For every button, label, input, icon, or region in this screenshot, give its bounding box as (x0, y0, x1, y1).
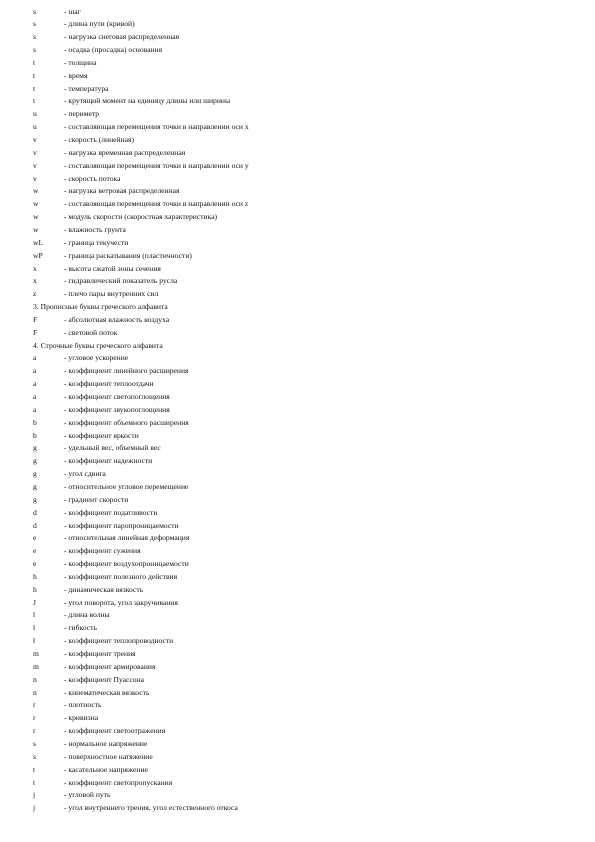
symbol: wL (33, 237, 44, 247)
symbol: b (33, 417, 37, 427)
symbol: s (33, 45, 36, 55)
symbol-row (0, 147, 595, 158)
symbol-description: - толщина (64, 57, 97, 67)
symbol-row (0, 6, 595, 17)
symbol-row (0, 597, 595, 608)
symbol-description: - коэффициент трения (64, 649, 136, 658)
symbol-row (0, 378, 595, 389)
symbol: n (33, 687, 37, 697)
symbol-description: - удельный вес, объемный вес (64, 443, 161, 453)
symbol-description: - угол сдвига (64, 469, 106, 479)
symbol-description: - коэффициент паропроницаемости (64, 520, 179, 530)
symbol-row (0, 481, 595, 492)
symbol-description: - касательное напряжение (64, 764, 148, 774)
symbol-row (0, 777, 595, 788)
symbol-row (0, 430, 595, 441)
symbol: t (33, 764, 36, 774)
symbol: h (33, 571, 37, 581)
symbol-description: - периметр (64, 109, 100, 119)
symbol-description: - составляющая перемещения точки в направлении оси z (64, 199, 249, 209)
symbol: g (33, 443, 37, 453)
symbol-description: - относительная линейная деформация (64, 533, 190, 543)
symbol-row (0, 725, 595, 736)
symbol-row (0, 173, 595, 184)
symbol-row (0, 635, 595, 646)
symbol: w (33, 199, 39, 209)
symbol: g (33, 494, 37, 504)
symbol-row (0, 404, 595, 415)
symbol: wP (33, 250, 43, 260)
symbol-description: - кинематическая вязкость (64, 687, 150, 697)
symbol: l (33, 636, 36, 646)
symbol-description: - коэффициент яркости (64, 430, 139, 440)
symbol: w (33, 186, 39, 196)
symbol: m (33, 649, 39, 658)
symbol-description: - коэффициент надежности (64, 456, 153, 466)
section-heading (0, 301, 595, 312)
symbol-description: - нормальное напряжение (64, 738, 148, 748)
symbol-row (0, 738, 595, 749)
symbol-description: - скорость (линейная) (64, 135, 135, 144)
symbol-row (0, 494, 595, 505)
symbol-description: - длина пути (кривой) (64, 19, 135, 29)
symbol-row (0, 352, 595, 363)
symbol-description: - шаг (64, 6, 81, 16)
symbol-row (0, 674, 595, 685)
symbol: w (33, 224, 39, 234)
symbol-description: - плотность (64, 700, 102, 710)
symbol: F (33, 314, 38, 324)
symbol-row (0, 263, 595, 274)
symbol: a (33, 404, 37, 414)
symbol-description: - граница раскатывания (пластичности) (64, 250, 192, 260)
symbol: a (33, 353, 37, 363)
symbol: e (33, 559, 37, 569)
symbol-description: - угловое ускорение (64, 353, 129, 363)
symbol: z (33, 289, 37, 299)
symbol: t (33, 57, 36, 67)
symbol-description: - плечо пары внутренних сил (64, 289, 159, 299)
symbol-description: - относительное угловое перемещение (64, 481, 189, 491)
symbol: x (33, 276, 37, 286)
symbol-row (0, 571, 595, 582)
symbol: t (33, 70, 36, 80)
symbol-row (0, 160, 595, 171)
symbol: r (33, 713, 36, 723)
symbol-description: - динамическая вязкость (64, 584, 144, 594)
symbol: s (33, 751, 36, 761)
symbol-row (0, 545, 595, 556)
symbol: v (33, 147, 37, 157)
symbol: F (33, 327, 38, 337)
symbol-description: - коэффициент звукопоглощения (64, 404, 170, 414)
symbol-row (0, 764, 595, 775)
symbol-row (0, 520, 595, 531)
symbol: e (33, 546, 37, 556)
symbol-description: - нагрузка снеговая распределенная (64, 32, 180, 42)
symbol-row (0, 70, 595, 81)
symbol: r (33, 726, 36, 736)
symbol-row (0, 18, 595, 29)
symbol: l (33, 610, 36, 620)
symbol-row (0, 417, 595, 428)
symbol-row (0, 712, 595, 723)
symbol: n (33, 674, 37, 684)
symbol-description: - высота сжатой зоны сечения (64, 263, 161, 273)
symbol-row (0, 327, 595, 338)
symbol-row (0, 288, 595, 299)
symbol: e (33, 533, 37, 543)
symbol: s (33, 6, 36, 16)
symbol-description: - коэффициент светопоглощения (64, 392, 170, 401)
symbol-row (0, 789, 595, 800)
symbol-row (0, 134, 595, 145)
symbol-row (0, 224, 595, 235)
symbol-description: - модуль скорости (скоростная характеристика) (64, 212, 218, 222)
symbol-description: - составляющая перемещения точки в направлении оси y (64, 160, 249, 170)
symbol-row (0, 108, 595, 119)
symbol-description: - угол поворота, угол закручивания (64, 597, 178, 607)
symbol-row (0, 584, 595, 595)
symbol-row (0, 83, 595, 94)
symbol-row (0, 661, 595, 672)
symbol: d (33, 520, 37, 530)
symbol: t (33, 83, 36, 93)
symbol-row (0, 558, 595, 569)
symbol-description: - составляющая перемещения точки в направлении оси x (64, 122, 249, 132)
symbol: w (33, 212, 39, 222)
symbol-description: - нагрузка ветровая распределенная (64, 186, 180, 196)
symbol-row (0, 275, 595, 286)
symbol-row (0, 250, 595, 261)
symbol-row (0, 468, 595, 479)
symbol-row (0, 687, 595, 698)
symbol-description: - гибкость (64, 623, 97, 633)
symbol: u (33, 122, 37, 132)
symbol-row (0, 198, 595, 209)
symbol-description: - гидравлический показатель русла (64, 276, 178, 286)
section-heading (0, 340, 595, 351)
symbol: d (33, 507, 37, 517)
symbol-row (0, 751, 595, 762)
symbol: g (33, 456, 37, 466)
symbol: m (33, 661, 39, 671)
symbol: s (33, 738, 36, 748)
symbol-row (0, 802, 595, 813)
symbol-description: - кривизна (64, 713, 99, 723)
symbol: g (33, 469, 37, 479)
symbol: t (33, 777, 36, 787)
symbol-row (0, 185, 595, 196)
symbol: h (33, 584, 37, 594)
symbol-row (0, 609, 595, 620)
symbol-description: - коэффициент Пуассона (64, 674, 144, 684)
symbol-row (0, 31, 595, 42)
symbol-description: - поверхностное натяжение (64, 751, 153, 761)
symbol-row (0, 95, 595, 106)
symbol: l (33, 623, 36, 633)
symbol: v (33, 160, 37, 170)
symbol-description: - коэффициент теплоотдачи (64, 379, 154, 389)
symbol-description: - осадка (просадка) основания (64, 45, 163, 55)
symbol: a (33, 392, 37, 401)
symbol-description: - коэффициент армирования (64, 661, 156, 671)
symbol-row (0, 237, 595, 248)
symbol-description: - коэффициент сужения (64, 546, 141, 556)
symbol-description: - абсолютная влажность воздуха (64, 314, 170, 324)
symbol-row (0, 442, 595, 453)
symbol-description: - коэффициент линейного расширения (64, 366, 189, 376)
symbol: t (33, 96, 36, 106)
symbol-description: - длина волны (64, 610, 110, 620)
symbol-row (0, 314, 595, 325)
symbol: g (33, 481, 37, 491)
symbol-description: - граница текучести (64, 237, 129, 247)
symbol: s (33, 19, 36, 29)
symbol: J (33, 597, 36, 607)
symbol-row (0, 391, 595, 402)
symbol: v (33, 173, 37, 183)
symbol-description: - коэффициент светоотражения (64, 726, 166, 736)
symbol-description: - коэффициент полезного действия (64, 571, 178, 581)
symbol-description: - коэффициент податливости (64, 507, 158, 517)
symbol-description: - коэффициент воздухопроницаемости (64, 559, 189, 569)
symbol-row (0, 57, 595, 68)
symbol-description: - нагрузка временная распределенная (64, 147, 186, 157)
symbol: j (33, 790, 36, 800)
section-heading-text: 3. Прописные буквы греческого алфавита (33, 302, 168, 312)
symbol-row (0, 121, 595, 132)
symbol-description: - угол внутреннего трения, угол естественного откоса (64, 803, 238, 813)
symbol: b (33, 430, 37, 440)
symbol-row (0, 648, 595, 659)
symbol: x (33, 263, 37, 273)
symbol-description: - коэффициент теплопроводности (64, 636, 174, 646)
section-heading-text: 4. Строчные буквы греческого алфавита (33, 340, 163, 350)
symbol-description: - температура (64, 83, 109, 93)
symbol-row (0, 455, 595, 466)
symbol: v (33, 135, 37, 144)
symbol: s (33, 32, 36, 42)
symbol-description: - скорость потока (64, 173, 121, 183)
symbol-row (0, 532, 595, 543)
symbol-row (0, 44, 595, 55)
symbol-description: - световой поток (64, 327, 118, 337)
symbol: j (33, 803, 36, 813)
symbol-row (0, 699, 595, 710)
symbol-row (0, 622, 595, 633)
symbol-row (0, 211, 595, 222)
symbol: a (33, 366, 37, 376)
symbol: u (33, 109, 37, 119)
symbol-description: - время (64, 70, 88, 80)
symbol-row (0, 507, 595, 518)
symbol-description: - угловой путь (64, 790, 111, 800)
symbol: a (33, 379, 37, 389)
symbol: r (33, 700, 36, 710)
symbol-description: - коэффициент светопропускания (64, 777, 173, 787)
symbol-description: - крутящий момент на единицу длины или ширины (64, 96, 231, 106)
symbol-description: - градиент скорости (64, 494, 129, 504)
symbol-row (0, 365, 595, 376)
symbol-description: - влажность грунта (64, 224, 126, 234)
symbol-description: - коэффициент объемного расширения (64, 417, 189, 427)
